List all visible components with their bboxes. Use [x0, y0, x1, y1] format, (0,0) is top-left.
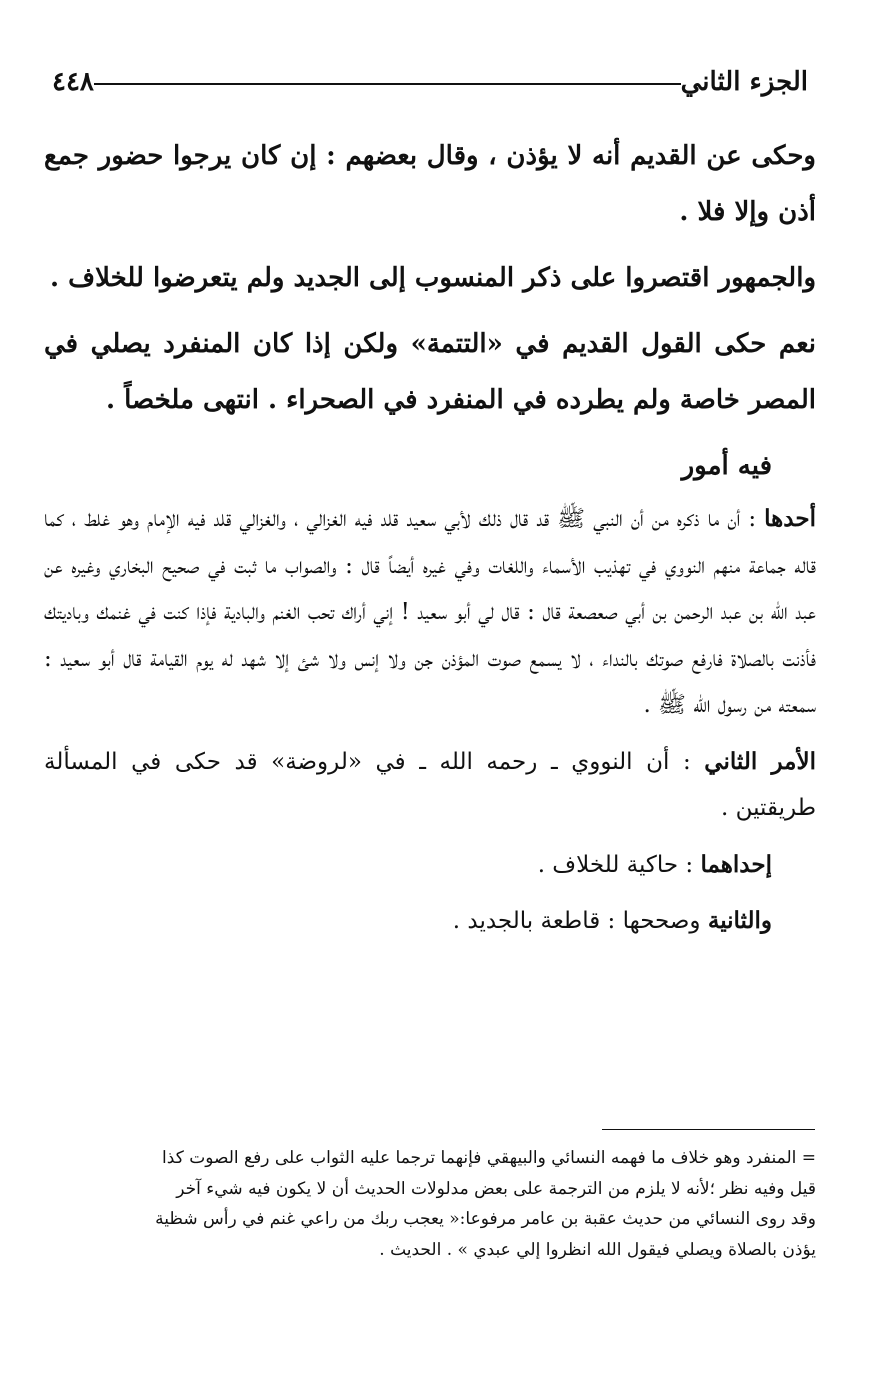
paragraph-2: والجمهور اقتصروا على ذكر المنسوب إلى الجديد ولم يتعرضوا للخلاف .: [50, 263, 816, 293]
paragraph-lead: والثانية: [707, 907, 772, 934]
section-heading: فيه أمور: [681, 451, 772, 481]
footnote-line: يؤذن بالصلاة ويصلي فيقول الله انظروا إلي عبدي » . الحديث .: [379, 1239, 816, 1260]
header-rule: [94, 83, 681, 85]
paragraph-text: : حاكية للخلاف .: [537, 851, 701, 878]
footnotes: [44, 1143, 816, 1265]
paragraph-3: نعم حكى القول القديم في «التتمة» ولكن إذا كان المنفرد يصلي في المصر خاصة ولم يطرده في المنفرد في الصحراء . انتهى ملخصاً .: [44, 329, 816, 415]
list-item-second: [44, 898, 816, 945]
paragraph-text: وصححها : قاطعة بالجديد .: [452, 908, 708, 934]
page-number: ٤٤٨: [52, 67, 94, 97]
footnote-line: وقد روى النسائي من حديث عقبة بن عامر مرفوعا:« يعجب ربك من راعي غنم في رأس شظية: [155, 1209, 816, 1229]
running-title: الجزء الثاني: [680, 67, 808, 97]
footnote-separator: [602, 1129, 815, 1130]
footnote-line: قيل وفيه نظر ؛لأنه لا يلزم من الترجمة على بعض مدلولات الحديث أن لا يكون فيه شيء آخر: [176, 1178, 816, 1199]
page-header: [40, 62, 820, 102]
main-text: [44, 128, 816, 955]
list-item-first: [44, 842, 816, 889]
paragraph-first-matter: [44, 496, 816, 729]
paragraph-lead: إحداهما: [700, 850, 772, 878]
paragraph-lead: الأمر الثاني: [704, 747, 816, 775]
footnote-line: = المنفرد وهو خلاف ما فهمه النسائي والبيهقي فإنهما ترجما عليه الثواب على رفع الصوت كذا: [162, 1148, 816, 1168]
paragraph-text: : أن ما ذكره من أن النبي ﷺ قد قال ذلك لأبي سعيد قلد فيه الغزالي ، والغزالي قلد فيه الإمام وهو غلط ، كما قاله جماعة منهم النووي في تهذيب الأسماء واللغات وفي غيره أيضاً قال : والصواب ما ثبت في صحيح البخاري وغيره عن عبد الله بن عبد الرحمن بن أبي صعصعة قال : قال لي أبو سعيد ! إني أراك تحب الغنم والبادية فإذا كنت في غنمك وباديتك فأذنت بالصلاة فارفع صوتك بالنداء ، لا يسمع صوت المؤذن جن ولا إنس ولا شئ إلا شهد له يوم القيامة قال أبو سعيد : سمعته من رسول الله ﷺ .: [44, 506, 816, 718]
paragraph-1: وحكى عن القديم أنه لا يؤذن ، وقال بعضهم : إن كان يرجوا حضور جمع أذن وإلا فلا .: [44, 141, 816, 227]
paragraph-second-matter: [44, 739, 816, 832]
paragraph-lead: أحدها: [764, 505, 816, 532]
paragraph-text: : أن النووي ـ رحمه الله ـ في «لروضة» قد حكى في المسألة طريقتين .: [44, 748, 816, 821]
